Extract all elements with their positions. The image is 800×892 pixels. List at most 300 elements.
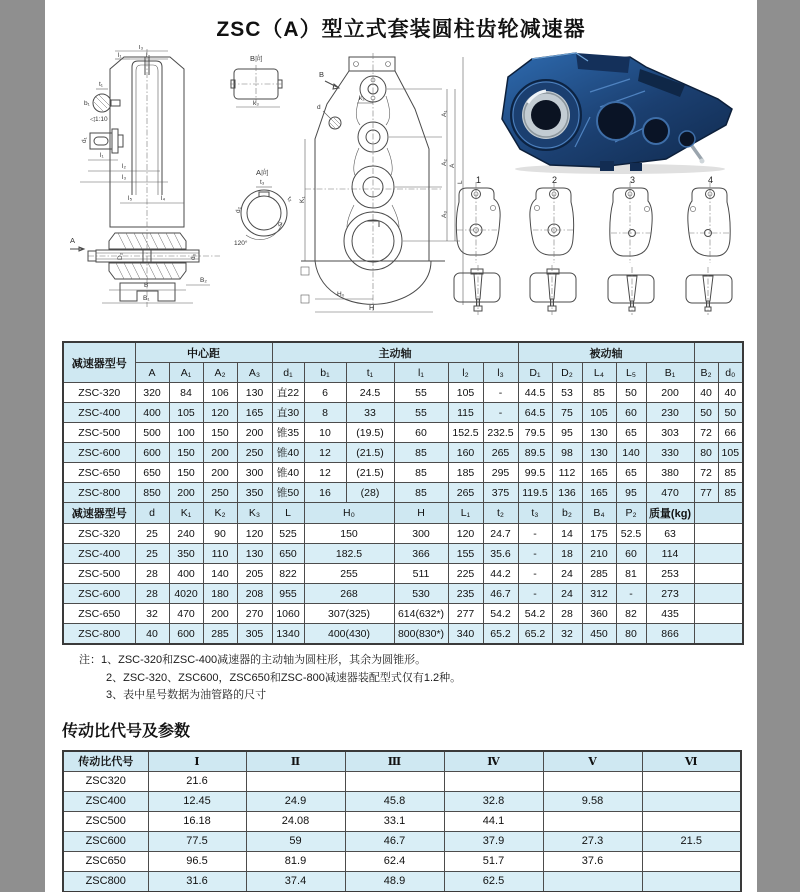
svg-text:1: 1 <box>476 175 482 185</box>
table-cell: 33.1 <box>345 811 444 831</box>
svg-text:k₃: k₃ <box>253 100 259 107</box>
table-cell: 175 <box>582 524 616 544</box>
table-cell: 130 <box>582 443 616 463</box>
svg-text:A₂: A₂ <box>441 159 448 166</box>
table-cell: 110 <box>203 544 237 564</box>
table-cell: 232.5 <box>483 423 518 443</box>
svg-text:120°: 120° <box>234 240 248 247</box>
table-cell: 105 <box>718 443 743 463</box>
svg-text:H₀: H₀ <box>337 291 345 298</box>
table-cell: 53 <box>552 383 582 403</box>
group-driven-shaft: 被动轴 <box>518 342 694 363</box>
table-cell: 50 <box>616 383 646 403</box>
table-cell: ZSC-650 <box>63 463 135 483</box>
mounting-variant-diagrams <box>443 173 743 325</box>
table-cell: 44.1 <box>444 811 543 831</box>
table-cell: 265 <box>448 483 483 503</box>
table-cell: 340 <box>448 624 483 645</box>
table-cell: ZSC-500 <box>63 564 135 584</box>
table-cell: 44.2 <box>483 564 518 584</box>
table-cell: 96.5 <box>148 851 246 871</box>
table-cell: - <box>483 383 518 403</box>
second-header-row: 减速器型号 d K₁ K₂ K₃ L H₀ H L₁ t₂ t₃ b₂ B₄ P₂ 质量(kg) <box>63 503 743 524</box>
table-cell: 366 <box>394 544 448 564</box>
table-cell: 268 <box>304 584 394 604</box>
table-cell: 120 <box>203 403 237 423</box>
table-cell: 225 <box>448 564 483 584</box>
variant-3 <box>608 175 654 315</box>
table-cell: 866 <box>646 624 694 645</box>
table-cell: 85 <box>718 483 743 503</box>
table-cell: 锥50 <box>272 483 304 503</box>
table-cell <box>246 771 345 791</box>
table-cell: 32 <box>552 624 582 645</box>
table-cell: ZSC650 <box>63 851 148 871</box>
table-cell <box>694 564 743 584</box>
table-cell: 165 <box>582 463 616 483</box>
table-cell: ZSC320 <box>63 771 148 791</box>
svg-text:d: d <box>317 104 321 111</box>
group-header-row <box>63 342 743 363</box>
svg-text:H: H <box>369 303 375 312</box>
table-cell: 114 <box>646 544 694 564</box>
svg-text:L: L <box>457 180 464 184</box>
table-cell: 60 <box>616 403 646 423</box>
table-cell: 锥35 <box>272 423 304 443</box>
product-photo <box>480 47 745 175</box>
table-cell: 200 <box>203 443 237 463</box>
table-cell: 85 <box>394 443 448 463</box>
table-cell: 140 <box>203 564 237 584</box>
table-cell: ZSC-650 <box>63 604 135 624</box>
table-cell: 80 <box>616 624 646 645</box>
table-cell: 100 <box>169 423 203 443</box>
table-cell: 285 <box>582 564 616 584</box>
table-cell: 64.5 <box>518 403 552 423</box>
table-cell: 150 <box>169 443 203 463</box>
table-cell: 120 <box>237 524 272 544</box>
table-cell: 55 <box>394 383 448 403</box>
notes-label: 注： <box>79 654 101 666</box>
table-row <box>63 383 743 403</box>
table-cell: ZSC-800 <box>63 483 135 503</box>
table-cell: 1060 <box>272 604 304 624</box>
table-cell: 28 <box>552 604 582 624</box>
table-cell: 165 <box>237 403 272 423</box>
table-cell: 320 <box>135 383 169 403</box>
table-cell: 28 <box>135 584 169 604</box>
table-cell: 155 <box>448 544 483 564</box>
table-cell: 27.3 <box>543 831 642 851</box>
table-cell <box>642 791 741 811</box>
table-cell: 500 <box>135 423 169 443</box>
table-cell: 136 <box>552 483 582 503</box>
table-cell: 77 <box>694 483 718 503</box>
table-cell: 46.7 <box>345 831 444 851</box>
table-cell: 130 <box>237 383 272 403</box>
variant-1 <box>454 175 500 315</box>
table-cell: - <box>616 584 646 604</box>
technical-drawing-side-section <box>60 45 310 330</box>
table-row <box>63 791 741 811</box>
table-cell <box>642 811 741 831</box>
table-row <box>63 564 743 584</box>
svg-text:2: 2 <box>552 175 558 185</box>
table-cell: 160 <box>448 443 483 463</box>
svg-text:t₃: t₃ <box>260 179 265 186</box>
table-cell: 105 <box>448 383 483 403</box>
table-cell: 165 <box>582 483 616 503</box>
table-cell: ZSC-400 <box>63 544 135 564</box>
table-cell: 98 <box>552 443 582 463</box>
table-cell: 95 <box>552 423 582 443</box>
table-cell: 锥40 <box>272 443 304 463</box>
table-cell: 82 <box>616 604 646 624</box>
table-cell: 380 <box>646 463 694 483</box>
table-cell: 150 <box>203 423 237 443</box>
table-cell <box>543 771 642 791</box>
table-cell: 400 <box>169 564 203 584</box>
table-row <box>63 871 741 892</box>
table-cell: 65.2 <box>483 624 518 645</box>
svg-text:d₂: d₂ <box>235 206 242 213</box>
table-cell: 55 <box>394 403 448 423</box>
table-cell <box>694 524 743 544</box>
table-cell: 14 <box>552 524 582 544</box>
svg-text:d₀: d₀ <box>190 253 197 260</box>
table-cell: ZSC-600 <box>63 584 135 604</box>
group-empty <box>694 342 743 363</box>
table-cell: 106 <box>203 383 237 403</box>
table-cell: 350 <box>237 483 272 503</box>
table-cell: 253 <box>646 564 694 584</box>
table-cell: ZSC-400 <box>63 403 135 423</box>
svg-text:4: 4 <box>708 175 714 185</box>
table-cell: 230 <box>646 403 694 423</box>
table-cell: - <box>483 403 518 423</box>
table-cell: 210 <box>582 544 616 564</box>
table-cell <box>345 771 444 791</box>
table-cell: 40 <box>135 624 169 645</box>
table-cell: 直30 <box>272 403 304 423</box>
table-cell: - <box>518 544 552 564</box>
table-cell: 24.08 <box>246 811 345 831</box>
table-cell: - <box>518 524 552 544</box>
notes-block <box>79 652 757 705</box>
table-cell: 12 <box>304 463 346 483</box>
group-center-distance: 中心距 <box>135 342 272 363</box>
table-cell: 130 <box>237 544 272 564</box>
table-cell <box>444 771 543 791</box>
model-header-cell: 减速器型号 <box>63 342 135 383</box>
table-cell: 95 <box>616 483 646 503</box>
table-cell: ZSC-320 <box>63 383 135 403</box>
table-cell: 152.5 <box>448 423 483 443</box>
table-cell: 182.5 <box>304 544 394 564</box>
table-cell: 450 <box>582 624 616 645</box>
table-cell: 9.58 <box>543 791 642 811</box>
table-cell: 235 <box>448 584 483 604</box>
table-cell: 84 <box>169 383 203 403</box>
table-cell: 140 <box>616 443 646 463</box>
table-cell: 60 <box>394 423 448 443</box>
table-cell: 37.6 <box>543 851 642 871</box>
table-cell: 直22 <box>272 383 304 403</box>
note-line-2: 2、ZSC-320、ZSC600，ZSC650和ZSC-800减速器装配型式仅有1.2种。 <box>106 671 462 684</box>
ratio-table <box>62 750 742 892</box>
table-cell: 51.7 <box>444 851 543 871</box>
svg-text:3: 3 <box>630 175 636 185</box>
table-cell: 255 <box>304 564 394 584</box>
table-cell: 81 <box>616 564 646 584</box>
table-cell: 375 <box>483 483 518 503</box>
table-cell <box>543 871 642 892</box>
table-cell: 307(325) <box>304 604 394 624</box>
table-cell: 12.45 <box>148 791 246 811</box>
table-cell: 46.7 <box>483 584 518 604</box>
table-cell: 105 <box>582 403 616 423</box>
table-cell: 24.9 <box>246 791 345 811</box>
table-cell: 650 <box>135 463 169 483</box>
table-cell <box>642 871 741 892</box>
table-cell: 470 <box>169 604 203 624</box>
table-cell: 850 <box>135 483 169 503</box>
table-cell: 530 <box>394 584 448 604</box>
table-cell: 85 <box>394 463 448 483</box>
table-cell <box>694 604 743 624</box>
svg-text:l₂: l₂ <box>146 52 150 59</box>
svg-text:b₁: b₁ <box>84 100 90 107</box>
table-cell: 822 <box>272 564 304 584</box>
table-cell: (21.5) <box>346 463 394 483</box>
ratio-header-row: 传动比代号 Ⅰ Ⅱ Ⅲ Ⅳ Ⅴ Ⅵ <box>63 751 741 772</box>
svg-text:D₂: D₂ <box>117 252 124 260</box>
svg-text:B: B <box>319 70 325 79</box>
table-cell: 90 <box>203 524 237 544</box>
table-cell: 105 <box>169 403 203 423</box>
svg-text:l₄: l₄ <box>161 195 166 202</box>
table-cell: ZSC600 <box>63 831 148 851</box>
table-cell: 300 <box>237 463 272 483</box>
table-cell: 24 <box>552 584 582 604</box>
svg-text:d₁: d₁ <box>81 137 88 143</box>
table-cell: 250 <box>237 443 272 463</box>
svg-text:K₁: K₁ <box>299 196 306 203</box>
table-cell: 66 <box>718 423 743 443</box>
table-cell: 112 <box>552 463 582 483</box>
table-cell: (21.5) <box>346 443 394 463</box>
svg-text:l₃: l₃ <box>122 174 127 181</box>
table-cell: ZSC-800 <box>63 624 135 645</box>
table-row <box>63 443 743 463</box>
table-cell: 277 <box>448 604 483 624</box>
svg-text:A₃: A₃ <box>441 211 448 218</box>
svg-text:B₁: B₁ <box>143 295 150 302</box>
table-cell: 240 <box>169 524 203 544</box>
table-cell: ZSC500 <box>63 811 148 831</box>
table-cell: 955 <box>272 584 304 604</box>
table-cell: 200 <box>203 604 237 624</box>
table-cell: 200 <box>169 483 203 503</box>
table-row <box>63 524 743 544</box>
table-cell: 40 <box>694 383 718 403</box>
svg-text:B: B <box>144 282 149 289</box>
svg-text:l₃: l₃ <box>139 45 144 51</box>
table-cell: ZSC-500 <box>63 423 135 443</box>
table-cell: 63 <box>646 524 694 544</box>
table-row <box>63 463 743 483</box>
table-row <box>63 423 743 443</box>
table-cell: 270 <box>237 604 272 624</box>
svg-text:l₁: l₁ <box>100 152 104 159</box>
table-cell: 60 <box>616 544 646 564</box>
table-cell: 锥40 <box>272 463 304 483</box>
table-cell: 79.5 <box>518 423 552 443</box>
note-line-1: 注：1、ZSC-320和ZSC-400减速器的主动轴为圆柱形，其余为圆锥形。 <box>79 654 427 666</box>
table-cell: 115 <box>448 403 483 423</box>
table-cell: 6 <box>304 383 346 403</box>
table-cell: 614(632*) <box>394 604 448 624</box>
table-cell: 470 <box>646 483 694 503</box>
table-cell: 650 <box>272 544 304 564</box>
document-page <box>45 0 757 892</box>
table-cell: 28 <box>135 564 169 584</box>
drawings-row <box>45 45 757 335</box>
table-cell <box>642 771 741 791</box>
table-cell: ZSC-600 <box>63 443 135 463</box>
table-cell: ZSC-320 <box>63 524 135 544</box>
table-cell: 33 <box>346 403 394 423</box>
page-title: ZSC（A）型立式套装圆柱齿轮减速器 <box>216 18 586 41</box>
table-cell: 200 <box>646 383 694 403</box>
table-cell: 250 <box>203 483 237 503</box>
table-cell: 24.7 <box>483 524 518 544</box>
table-cell: 59 <box>246 831 345 851</box>
table-cell: 89.5 <box>518 443 552 463</box>
table-cell: 80 <box>694 443 718 463</box>
variant-4 <box>686 175 732 315</box>
column-header-row: A A₁ A₂ A₃ d₁ b₁ t₁ l₁ l₂ l₃ D₁ D₂ L₄ L₅ B₁ B₂ d₀ <box>63 363 743 383</box>
table-cell: 24 <box>552 564 582 584</box>
table-cell: 65 <box>616 463 646 483</box>
spec-rows-part2 <box>63 524 743 645</box>
table-row <box>63 403 743 423</box>
table-row <box>63 604 743 624</box>
svg-text:l₁: l₁ <box>118 52 122 59</box>
table-row <box>63 483 743 503</box>
table-cell <box>694 544 743 564</box>
ratio-rows <box>63 771 741 892</box>
table-cell: 511 <box>394 564 448 584</box>
table-cell: 24.5 <box>346 383 394 403</box>
table-cell: 72 <box>694 423 718 443</box>
table-cell: 119.5 <box>518 483 552 503</box>
table-cell: 185 <box>448 463 483 483</box>
table-cell: 16 <box>304 483 346 503</box>
table-cell: 35.6 <box>483 544 518 564</box>
table-cell: 305 <box>237 624 272 645</box>
table-cell: 37.9 <box>444 831 543 851</box>
table-cell: 77.5 <box>148 831 246 851</box>
table-cell: 45.8 <box>345 791 444 811</box>
table-cell: 16.18 <box>148 811 246 831</box>
table-cell: 130 <box>582 423 616 443</box>
svg-text:B向: B向 <box>250 54 263 63</box>
svg-text:t₁: t₁ <box>99 81 103 88</box>
table-cell <box>694 584 743 604</box>
table-cell: (19.5) <box>346 423 394 443</box>
table-cell: 85 <box>718 463 743 483</box>
table-cell: 273 <box>646 584 694 604</box>
table-cell: 54.2 <box>483 604 518 624</box>
table-cell: 75 <box>552 403 582 423</box>
table-cell: 52.5 <box>616 524 646 544</box>
table-cell: 44.5 <box>518 383 552 403</box>
table-cell: 25 <box>135 544 169 564</box>
table-cell: 21.6 <box>148 771 246 791</box>
svg-text:l₅: l₅ <box>128 195 133 202</box>
table-cell: 48.9 <box>345 871 444 892</box>
table-cell: 150 <box>304 524 394 544</box>
table-cell: 1340 <box>272 624 304 645</box>
table-row <box>63 811 741 831</box>
table-cell: 62.4 <box>345 851 444 871</box>
table-cell: 400(430) <box>304 624 394 645</box>
table-cell: 10 <box>304 423 346 443</box>
table-cell: 32.8 <box>444 791 543 811</box>
table-cell: 525 <box>272 524 304 544</box>
table-cell: 312 <box>582 584 616 604</box>
table-cell: 295 <box>483 463 518 483</box>
table-cell: - <box>518 584 552 604</box>
spec-rows-part1 <box>63 383 743 503</box>
table-cell: 150 <box>169 463 203 483</box>
svg-text:k₂: k₂ <box>359 95 365 102</box>
table-cell: 12 <box>304 443 346 463</box>
table-cell: 54.2 <box>518 604 552 624</box>
table-cell: 200 <box>203 463 237 483</box>
table-row <box>63 544 743 564</box>
table-cell: 180 <box>203 584 237 604</box>
table-cell: 120 <box>448 524 483 544</box>
table-cell <box>642 851 741 871</box>
table-cell: 600 <box>135 443 169 463</box>
note-line-3: 3、表中星号数据为油管路的尺寸 <box>106 689 267 702</box>
table-cell: 800(830*) <box>394 624 448 645</box>
table-cell: 32 <box>135 604 169 624</box>
table-cell: 50 <box>718 403 743 423</box>
table-cell: 18 <box>552 544 582 564</box>
table-cell: 4020 <box>169 584 203 604</box>
spec-table <box>62 341 744 645</box>
variant-2 <box>530 175 576 315</box>
table-cell: 330 <box>646 443 694 463</box>
table-cell: 40 <box>718 383 743 403</box>
table-cell: 360 <box>582 604 616 624</box>
table-cell: 285 <box>203 624 237 645</box>
svg-text:A向: A向 <box>256 168 269 177</box>
table-row <box>63 624 743 645</box>
table-cell: 31.6 <box>148 871 246 892</box>
table-row <box>63 584 743 604</box>
table-cell: 400 <box>135 403 169 423</box>
table-cell: 205 <box>237 564 272 584</box>
table-cell: 62.5 <box>444 871 543 892</box>
svg-text:A: A <box>70 236 76 245</box>
table-cell: - <box>518 564 552 584</box>
svg-text:B₂: B₂ <box>200 277 207 284</box>
table-row <box>63 771 741 791</box>
